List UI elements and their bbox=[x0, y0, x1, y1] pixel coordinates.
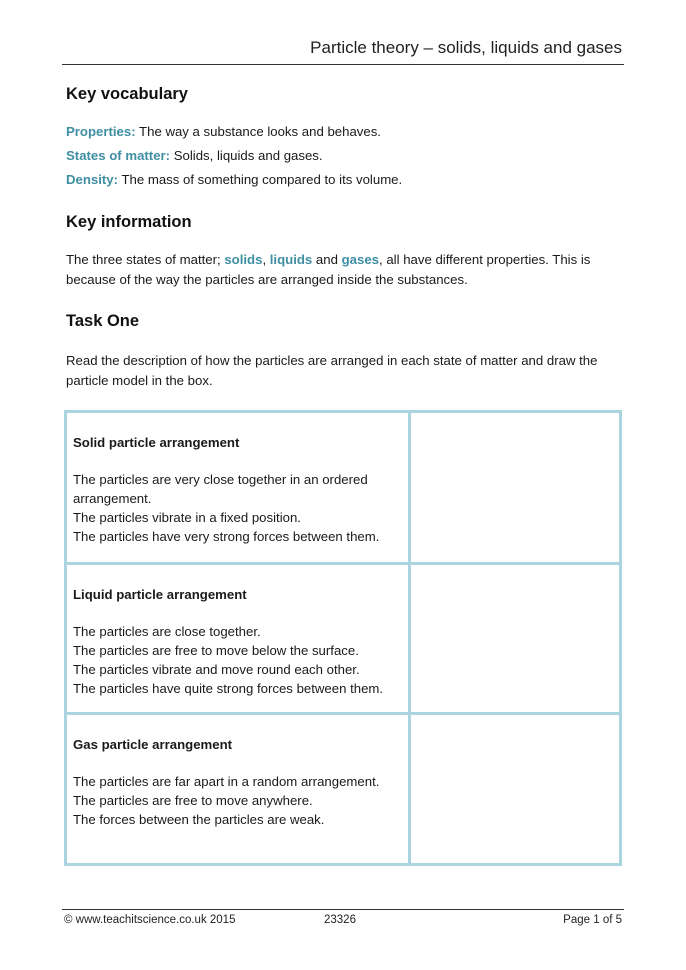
gas-line: The particles are far apart in a random arrangement. bbox=[73, 774, 380, 789]
vocab-item-states-of-matter bbox=[66, 146, 626, 166]
info-text: The three states of matter; bbox=[66, 252, 225, 267]
liquid-line: The particles are free to move below the surface. bbox=[73, 643, 359, 658]
gas-drawing-box[interactable] bbox=[411, 715, 619, 863]
liquid-line: The particles are close together. bbox=[73, 624, 261, 639]
footer-divider bbox=[62, 909, 624, 910]
vocab-item-properties bbox=[66, 122, 626, 142]
task-one-heading: Task One bbox=[66, 312, 140, 330]
solid-line: The particles vibrate in a fixed position. bbox=[73, 510, 301, 525]
gas-line: The particles are free to move anywhere. bbox=[73, 793, 313, 808]
solid-line: The particles are very close together in an ordered arrangement. bbox=[73, 472, 368, 506]
particle-arrangement-table bbox=[64, 410, 622, 866]
footer-document-code: 23326 bbox=[324, 914, 356, 926]
highlight-solids: solids bbox=[224, 252, 263, 267]
vocab-definition: Solids, liquids and gases. bbox=[170, 148, 323, 163]
gas-line: The forces between the particles are weak. bbox=[73, 812, 325, 827]
vocab-definition: The way a substance looks and behaves. bbox=[135, 124, 381, 139]
page-header-title: Particle theory – solids, liquids and gases bbox=[310, 38, 622, 57]
header-divider bbox=[62, 64, 624, 65]
vocab-definition: The mass of something compared to its volume. bbox=[118, 172, 403, 187]
key-information-heading: Key information bbox=[66, 213, 192, 231]
info-text: , all have different properties. This is because of the way the particles are arranged inside the substances. bbox=[66, 252, 591, 287]
vocab-term: Density: bbox=[66, 172, 119, 187]
footer-page-number: Page 1 of 5 bbox=[563, 914, 622, 926]
key-information-paragraph bbox=[66, 250, 626, 290]
solid-title: Solid particle arrangement bbox=[73, 435, 240, 450]
key-vocabulary-heading: Key vocabulary bbox=[66, 85, 188, 103]
solid-drawing-box[interactable] bbox=[411, 413, 619, 565]
task-instructions: Read the description of how the particles are arranged in each state of matter and draw the particle model in the box. bbox=[66, 353, 598, 388]
highlight-liquids: liquids bbox=[269, 252, 313, 267]
vocab-item-density bbox=[66, 170, 626, 190]
vocab-term: States of matter: bbox=[66, 148, 171, 163]
gas-title: Gas particle arrangement bbox=[73, 737, 233, 752]
liquid-drawing-box[interactable] bbox=[411, 565, 619, 715]
footer-copyright: © www.teachitscience.co.uk 2015 bbox=[64, 914, 236, 926]
solid-line: The particles have very strong forces between them. bbox=[73, 529, 380, 544]
liquid-title: Liquid particle arrangement bbox=[73, 587, 247, 602]
vocab-term: Properties: bbox=[66, 124, 136, 139]
solid-description-cell bbox=[67, 413, 411, 565]
highlight-gases: gases bbox=[341, 252, 380, 267]
info-text: , bbox=[262, 252, 270, 267]
info-text: and bbox=[312, 252, 342, 267]
liquid-line: The particles vibrate and move round each other. bbox=[73, 662, 360, 677]
liquid-line: The particles have quite strong forces between them. bbox=[73, 681, 384, 696]
gas-description-cell bbox=[67, 715, 411, 863]
liquid-description-cell bbox=[67, 565, 411, 715]
